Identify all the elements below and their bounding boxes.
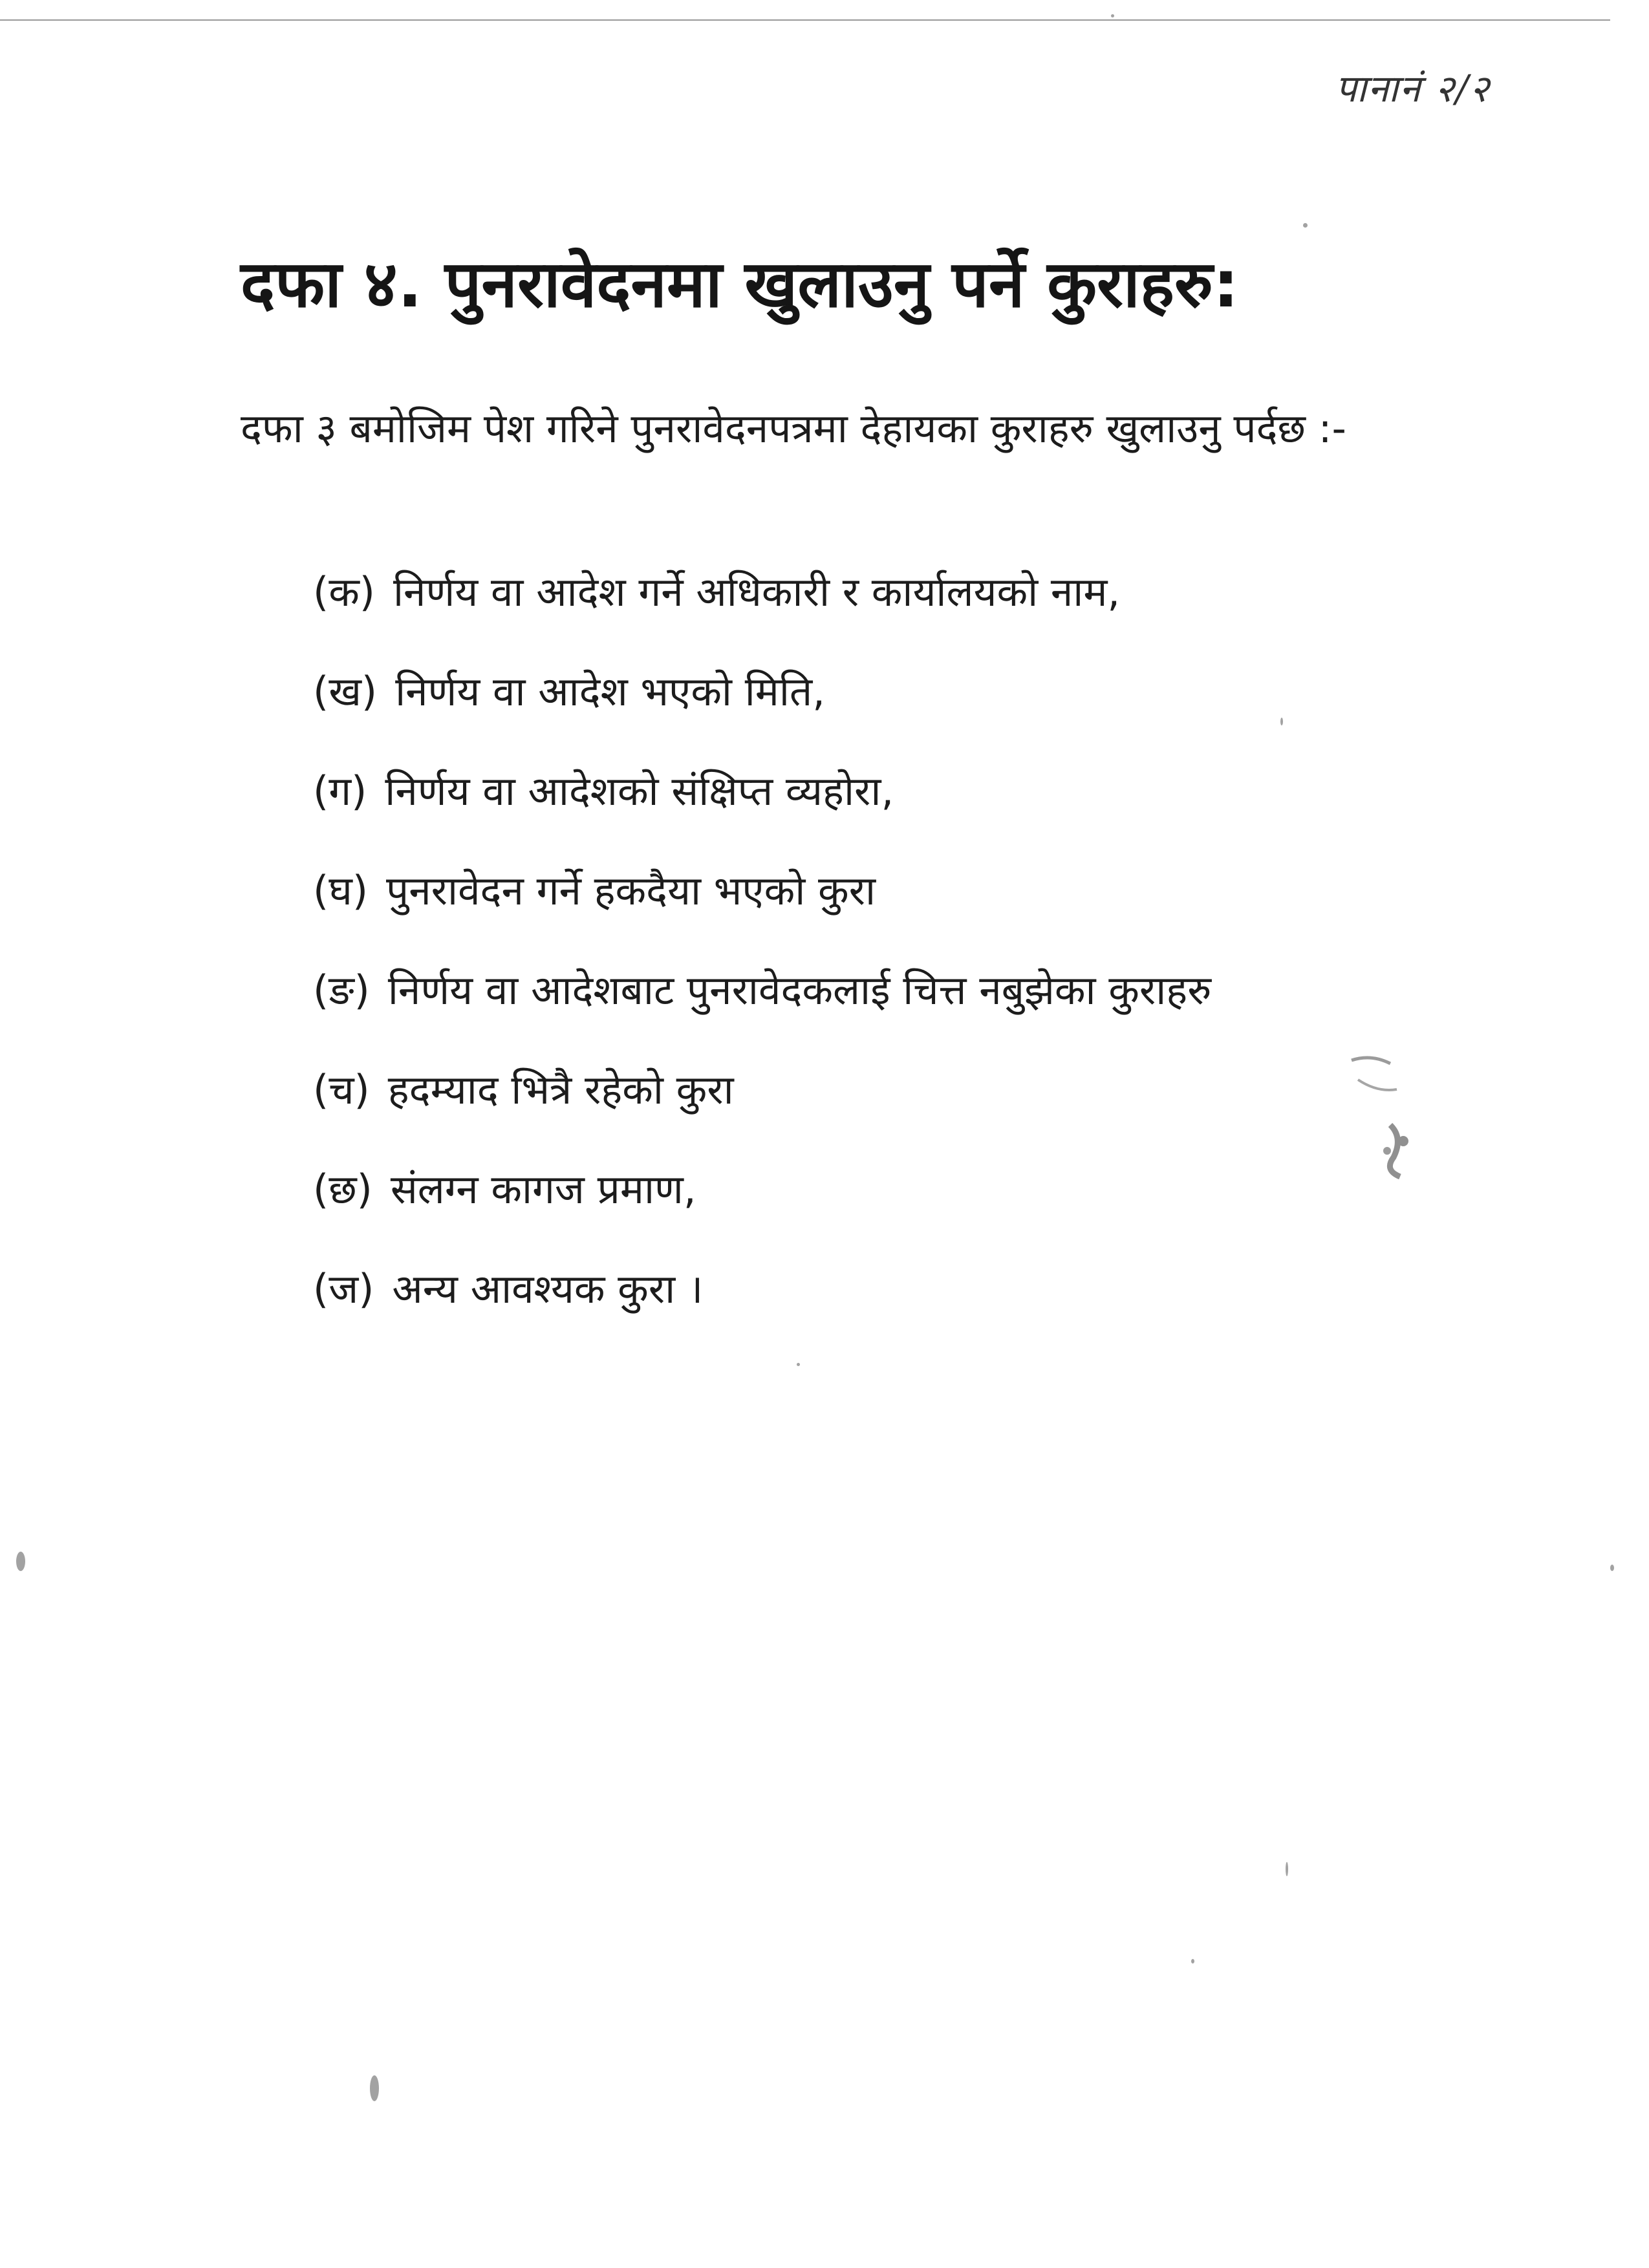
list-item — [313, 1060, 1509, 1160]
list-item — [313, 961, 1509, 1060]
list-item-marker: (ज) — [313, 1265, 374, 1312]
list-item-text: निर्णय वा आदेश गर्ने अधिकारी र कार्यालयको नाम, — [393, 568, 1121, 615]
list-item-text: निर्णय वा आदेशको संक्षिप्त व्यहोरा, — [385, 767, 894, 815]
list-item — [313, 662, 1509, 762]
scan-edge-line — [0, 19, 1610, 21]
list-item-text: हदम्याद भित्रै रहेको कुरा — [387, 1066, 734, 1113]
scan-speck — [1303, 223, 1308, 228]
list-item-text: निर्णय वा आदेश भएको मिति, — [395, 668, 825, 715]
scan-speck — [1280, 718, 1283, 725]
list-item-marker: (क) — [313, 568, 375, 615]
list-item-marker: (घ) — [313, 867, 369, 914]
list-item-marker: (ङ) — [313, 967, 370, 1014]
list-item-marker: (च) — [313, 1066, 370, 1113]
list-item-marker: (ख) — [313, 668, 378, 715]
list-item-marker: (छ) — [313, 1166, 372, 1213]
page-number: पानानं २/२ — [1335, 67, 1491, 111]
scan-smudge — [1345, 1054, 1423, 1183]
section-title: दफा ४. पुनरावेदनमा खुलाउनु पर्ने कुराहरु: — [241, 246, 1239, 322]
list-item-text: पुनरावेदन गर्ने हकदैया भएको कुरा — [386, 867, 876, 914]
intro-paragraph: दफा ३ बमोजिम पेश गरिने पुनरावेदनपत्रमा देहायका कुराहरु खुलाउनु पर्दछ :- — [241, 405, 1346, 452]
list-item-text: निर्णय वा आदेशबाट पुनरावेदकलाई चित्त नबुझेका कुराहरु — [387, 967, 1212, 1014]
scan-speck — [1286, 1862, 1288, 1876]
list-item — [313, 1160, 1509, 1259]
scan-speck — [1191, 1959, 1194, 1963]
scan-speck — [797, 1363, 800, 1366]
scan-speck — [16, 1552, 25, 1571]
list-item-text: अन्य आवश्यक कुरा । — [392, 1265, 704, 1312]
list-item-marker: (ग) — [313, 767, 367, 815]
list-item — [313, 861, 1509, 961]
scan-speck — [1610, 1565, 1614, 1571]
scan-speck — [1111, 14, 1114, 17]
list-item — [313, 762, 1509, 861]
list-item-text: संलग्न कागज प्रमाण, — [390, 1166, 696, 1213]
list-item — [313, 1259, 1509, 1359]
list-item — [313, 562, 1509, 662]
requirements-list — [313, 562, 1509, 1359]
scan-speck — [370, 2075, 379, 2101]
